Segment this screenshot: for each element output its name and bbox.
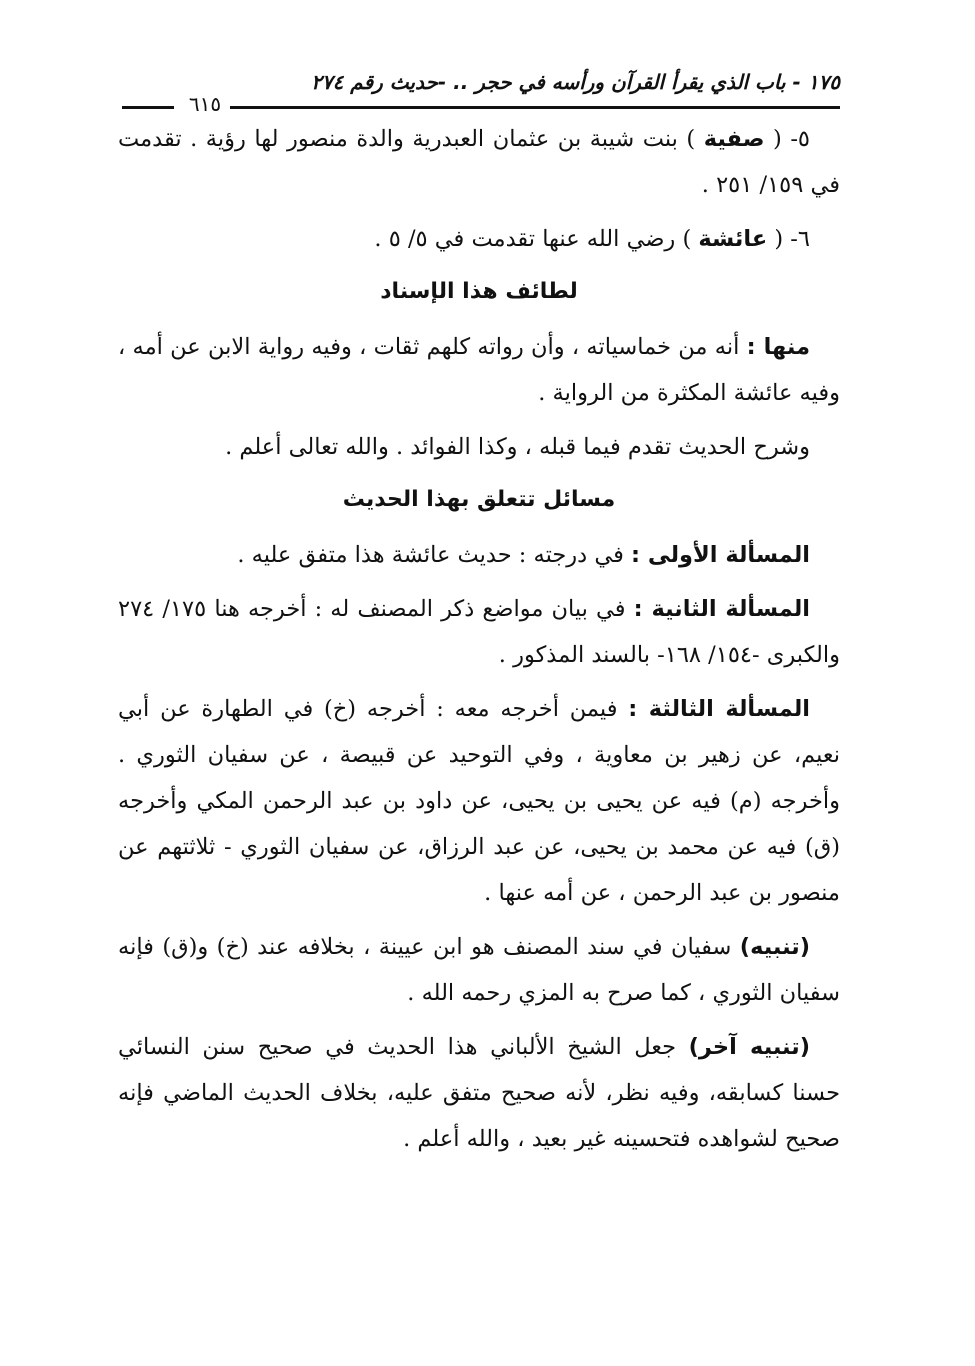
note-1-text: سفيان في سند المصنف هو ابن عيينة ، بخلافه عند (خ) و(ق) فإنه سفيان الثوري ، كما صرح به المزي رحمه الله .	[118, 934, 840, 1006]
isnad-lead: منها :	[746, 334, 810, 360]
page-header	[118, 60, 840, 116]
note-2-text: جعل الشيخ الألباني هذا الحديث في صحيح سنن النسائي حسنا كسابقه، وفيه نظر، لأنه صحيح متفق عليه، بخلاف الحديث الماضي فإنه صحيح لشواهده فتحسينه غير بعيد ، والله أعلم .	[118, 1034, 840, 1152]
isnad-paragraph	[118, 324, 840, 416]
narrator-6	[118, 216, 840, 262]
page-number: ٦١٥	[180, 92, 230, 116]
isnad-text: أنه من خماسياته ، وأن رواته كلهم ثقات ، وفيه رواية الابن عن أمه ، وفيه عائشة المكثرة من الرواية .	[118, 334, 840, 406]
narrator-5-prefix: ٥- (	[773, 126, 811, 152]
section-heading-masail: مسائل تتعلق بهذا الحديث	[342, 487, 616, 512]
narrator-5-suffix: )	[686, 126, 696, 152]
narrator-6-suffix: )	[682, 226, 692, 252]
document-page	[118, 60, 840, 1320]
header-rule	[230, 106, 840, 109]
note-1-lead: (تنبيه)	[739, 934, 810, 960]
note-2	[118, 1024, 840, 1162]
narrator-6-prefix: ٦- (	[774, 226, 810, 252]
narrator-5-text: بنت شيبة بن عثمان العبدرية والدة منصور لها رؤية . تقدمت في ١٥٩/ ٢٥١ .	[118, 126, 840, 198]
question-3	[118, 686, 840, 916]
question-2	[118, 586, 840, 678]
note-1	[118, 924, 840, 1016]
narrator-5-name: صفية	[703, 126, 765, 152]
section-heading-isnad: لطائف هذا الإسناد	[380, 279, 578, 304]
header-rule-left	[122, 106, 174, 109]
narrator-5	[118, 116, 840, 208]
question-2-lead: المسألة الثانية :	[633, 596, 811, 622]
question-3-lead: المسألة الثالثة :	[628, 696, 810, 722]
question-1-text: في درجته : حديث عائشة هذا متفق عليه .	[237, 542, 631, 568]
explanation-paragraph: وشرح الحديث تقدم فيما قبله ، وكذا الفوائد . والله تعالى أعلم .	[225, 434, 810, 460]
narrator-6-name: عائشة	[698, 226, 768, 252]
running-title: ١٧٥ - باب الذي يقرأ القرآن ورأسه في حجر .. -حديث رقم ٢٧٤	[311, 70, 840, 94]
question-1	[118, 532, 840, 578]
question-2-text: في بيان مواضع ذكر المصنف له : أخرجه هنا ١٧٥/ ٢٧٤ والكبرى -١٥٤/ ١٦٨- بالسند المذكور .	[118, 596, 840, 668]
note-2-lead: (تنبيه آخر)	[688, 1034, 810, 1060]
narrator-6-text: رضي الله عنها تقدمت في ٥/ ٥ .	[374, 226, 683, 252]
question-1-lead: المسألة الأولى :	[630, 542, 810, 568]
question-3-text: فيمن أخرجه معه : أخرجه (خ) في الطهارة عن أبي نعيم، عن زهير بن معاوية ، وفي التوحيد عن قبيصة ، عن سفيان الثوري . وأخرجه (م) فيه عن يحيى بن يحيى، عن داود بن عبد الرحمن المكي وأخرجه (ق) فيه عن محمد بن يحيى، عن عبد الرزاق، عن سفيان الثوري - ثلاثتهم عن منصور بن عبد الرحمن ، عن أمه عنها .	[118, 696, 840, 906]
